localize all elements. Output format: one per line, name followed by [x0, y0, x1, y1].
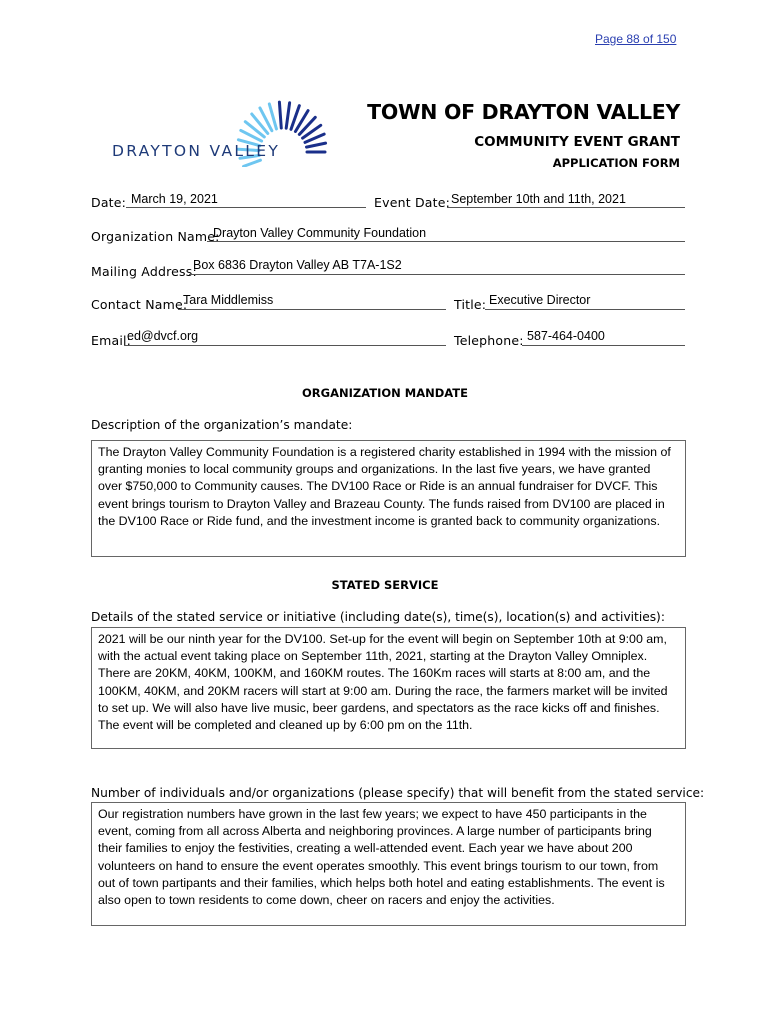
event-date-field[interactable]: September 10th and 11th, 2021	[451, 192, 626, 206]
logo-ray	[279, 102, 281, 128]
service-textarea[interactable]	[91, 627, 686, 749]
event-date-label: Event Date:	[374, 195, 451, 210]
logo-ray	[286, 103, 289, 128]
text-line: granting monies to local community groups and organizations. In the last five years, we have granted	[98, 462, 651, 477]
text-line: 100KM, 40KM, and 20KM racers will start at 9:00 am. During the race, the farmers market will be invited	[98, 683, 668, 698]
text-line: the DV100 Race or Ride fund, and the investment income is granted back to community organizations.	[98, 513, 661, 528]
contact-name-field[interactable]: Tara Middlemiss	[183, 293, 274, 307]
beneficiaries-textarea[interactable]	[91, 802, 686, 926]
text-line: to set up. We will also have live music, beer gardens, and spectators as the race kicks off and finishes.	[98, 700, 660, 715]
organization-name-field[interactable]: Drayton Valley Community Foundation	[213, 226, 427, 240]
page-title: TOWN OF DRAYTON VALLEY	[367, 100, 680, 124]
telephone-label: Telephone:	[454, 333, 524, 348]
mailing-address-field[interactable]: Box 6836 Drayton Valley AB T7A-1S2	[193, 258, 402, 272]
date-field-line	[126, 207, 366, 208]
form-subtitle: COMMUNITY EVENT GRANT	[474, 134, 680, 150]
text-line: also open to town residents to come down, cheer on racers and enjoy the activities.	[98, 893, 555, 908]
mandate-question: Description of the organization’s mandate:	[91, 418, 353, 432]
email-label: Email:	[91, 333, 132, 348]
text-line: with the actual event taking place on September 11th, 2021, starting at the Drayton Valley Omniplex.	[98, 649, 648, 664]
telephone-field-line	[522, 345, 685, 346]
service-heading: STATED SERVICE	[331, 578, 439, 592]
date-field[interactable]: March 19, 2021	[131, 192, 218, 206]
mandate-heading: ORGANIZATION MANDATE	[302, 386, 468, 400]
text-line: The Drayton Valley Community Foundation is a registered charity established in 1994 with the mission of	[98, 445, 671, 459]
text-line: over $750,000 to Community causes. The DV100 Race or Ride is an annual fundraiser for DVCF. This	[98, 479, 658, 494]
telephone-field[interactable]: 587-464-0400	[527, 329, 605, 343]
drayton-valley-logo	[108, 92, 348, 167]
organization-name-label: Organization Name:	[91, 229, 220, 244]
mailing-address-label: Mailing Address:	[91, 264, 197, 279]
mailing-address-field-line	[189, 274, 685, 275]
event-date-field-line	[447, 207, 685, 208]
text-line: volunteers on hand to ensure the event operates smoothly. This event brings tourism to our town, from	[98, 858, 659, 873]
text-line: The event will be completed and cleaned up by 6:00 pm on the 11th.	[98, 718, 473, 733]
text-line: their families to enjoy the festivities, creating a well-attended event. Each year we have about 200	[98, 841, 633, 856]
title-label: Title:	[454, 297, 487, 312]
title-field[interactable]: Executive Director	[489, 293, 591, 307]
mandate-textarea[interactable]	[91, 440, 686, 557]
contact-name-label: Contact Name:	[91, 297, 188, 312]
text-line: event brings tourism to Drayton Valley and Brazeau County. The funds raised from DV100 are placed in	[98, 496, 665, 511]
email-field-line	[124, 345, 446, 346]
logo-ray	[244, 160, 261, 166]
contact-name-field-line	[178, 309, 446, 310]
text-line: Our registration numbers have grown in the last few years; we expect to have 450 participants in the	[98, 807, 647, 821]
form-name: APPLICATION FORM	[552, 156, 680, 170]
logo-text: DRAYTON VALLEY	[112, 142, 281, 160]
text-line: 2021 will be our ninth year for the DV100. Set-up for the event will begin on September 10th at 9:00 am,	[98, 632, 667, 646]
service-question: Details of the stated service or initiative (including date(s), time(s), location(s) and activities):	[91, 610, 665, 624]
beneficiaries-question: Number of individuals and/or organizations (please specify) that will benefit from the stated service:	[91, 786, 705, 800]
text-line: event, coming from all across Alberta and neighboring provinces. A large number of participants bring	[98, 824, 652, 839]
logo-ray	[306, 143, 325, 147]
date-label: Date:	[91, 195, 127, 210]
title-field-line	[485, 309, 685, 310]
organization-name-field-line	[207, 241, 685, 242]
email-field[interactable]: ed@dvcf.org	[127, 329, 199, 343]
page-indicator[interactable]: Page 88 of 150	[595, 32, 677, 46]
text-line: out of town partipants and their families, which helps both hotel and eating establishments. The event is	[98, 875, 665, 890]
text-line: There are 20KM, 40KM, 100KM, and 160KM routes. The 160Km races will starts at 8:00 am, and the	[98, 666, 651, 681]
